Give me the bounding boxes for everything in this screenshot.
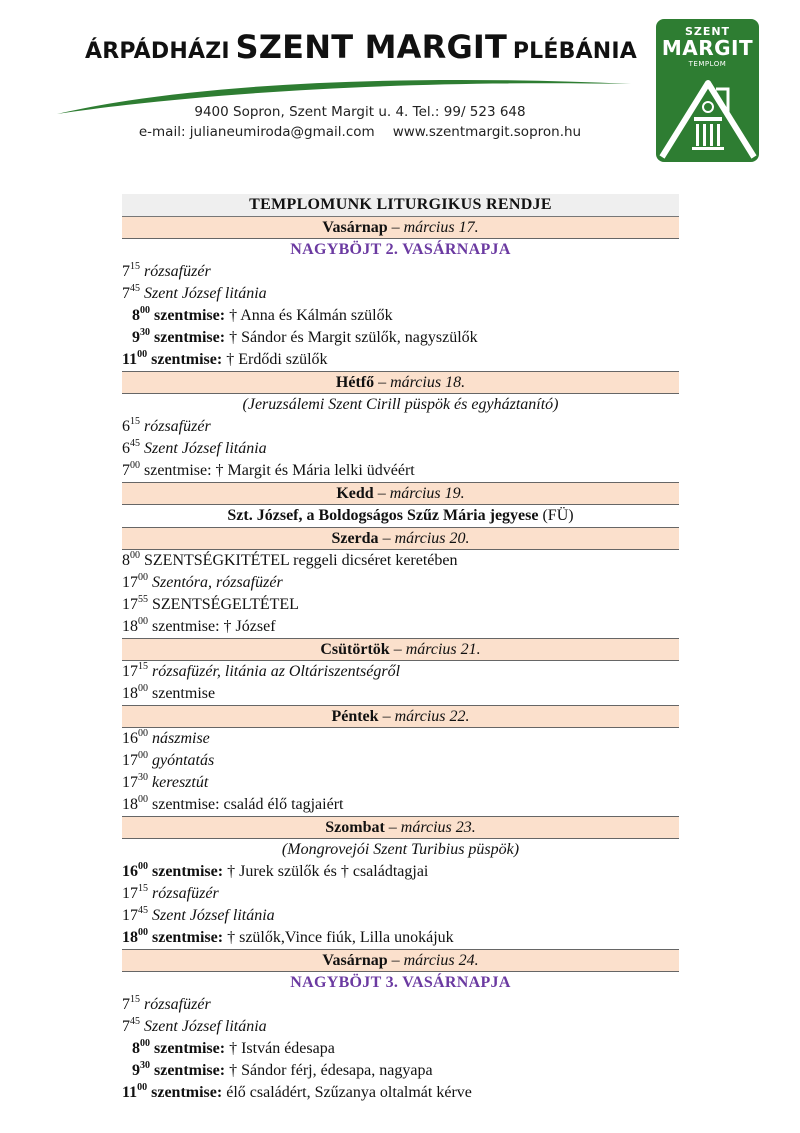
- title-suffix: PLÉBÁNIA: [512, 39, 638, 64]
- entry-label: szentmise:: [154, 1062, 226, 1079]
- entry-hour: 18: [122, 796, 138, 813]
- entry-text: † szülők,Vince fiúk, Lilla unokájuk: [227, 929, 454, 946]
- entry-time: [122, 615, 148, 635]
- entry-time: [122, 437, 140, 457]
- schedule-entry: [122, 728, 679, 750]
- schedule-entry: [122, 905, 679, 927]
- entry-text: nászmise: [152, 730, 210, 747]
- day-header: [122, 528, 679, 550]
- contact-line: [60, 124, 660, 140]
- entry-time: [122, 571, 148, 591]
- day-separator: –: [373, 485, 390, 502]
- day-date: március 21.: [405, 641, 481, 658]
- day-subtitle-text: NAGYBÖJT 2. VASÁRNAPJA: [290, 241, 511, 258]
- entry-hour: 11: [122, 1084, 138, 1101]
- entry-text: szentmise: [152, 685, 216, 702]
- entry-hour: 17: [122, 907, 138, 924]
- entry-minutes: 00: [138, 749, 148, 761]
- entry-label: szentmise:: [154, 307, 226, 324]
- day-name: Vasárnap: [322, 219, 388, 236]
- day-date: március 20.: [394, 530, 470, 547]
- day-name: Szombat: [325, 819, 385, 836]
- entry-time: [122, 749, 148, 769]
- entry-text: élő családért, Szűzanya oltalmát kérve: [226, 1084, 472, 1101]
- entry-time: [122, 549, 140, 569]
- entry-time: [122, 282, 140, 302]
- day-separator: –: [374, 374, 391, 391]
- entry-text: szentmise: † Margit és Mária lelki üdvéért: [144, 462, 415, 479]
- entry-text: szentmise: család élő tagjaiért: [152, 796, 344, 813]
- day-name: Péntek: [331, 708, 379, 725]
- schedule-entry: [122, 460, 679, 483]
- address-line: 9400 Sopron, Szent Margit u. 4. Tel.: 99/ 523 648: [194, 104, 526, 120]
- entry-text: rózsafüzér: [144, 263, 211, 280]
- entry-minutes: 00: [140, 304, 150, 316]
- entry-minutes: 00: [138, 682, 148, 694]
- logo-text-templom: TEMPLOM: [688, 60, 727, 68]
- entry-time: [132, 1037, 150, 1057]
- entry-hour: 7: [122, 1018, 130, 1035]
- day-subtitle: [122, 972, 679, 994]
- entry-time: [122, 348, 148, 368]
- entry-hour: 16: [122, 730, 138, 747]
- church-arch-icon: [656, 69, 759, 162]
- entry-text: gyóntatás: [152, 752, 215, 769]
- schedule-entry: [122, 616, 679, 639]
- entry-time: [122, 904, 148, 924]
- schedule-entry: [122, 794, 679, 817]
- entry-text: † Erdődi szülők: [226, 351, 328, 368]
- day-subtitle-text: Szt. József, a Boldogságos Szűz Mária jegyese: [227, 507, 539, 524]
- entry-label: szentmise:: [151, 351, 223, 368]
- day-subtitle: [122, 505, 679, 528]
- entry-minutes: 00: [138, 615, 148, 627]
- day-subtitle: [122, 839, 679, 861]
- entry-hour: 18: [122, 618, 138, 635]
- entry-minutes: 45: [130, 437, 140, 449]
- day-header: [122, 217, 679, 239]
- entry-minutes: 30: [138, 771, 148, 783]
- day-name: Szerda: [331, 530, 379, 547]
- website-text: www.szentmargit.sopron.hu: [392, 124, 582, 140]
- schedule-entry: [122, 349, 679, 372]
- entry-hour: 18: [122, 929, 138, 946]
- entry-minutes: 00: [137, 1081, 148, 1093]
- entry-label: szentmise:: [151, 1084, 223, 1101]
- day-subtitle-suffix: (FÜ): [542, 507, 574, 524]
- day-name: Vasárnap: [322, 952, 388, 969]
- entry-label: szentmise:: [154, 329, 226, 346]
- entry-time: [122, 660, 148, 680]
- entry-hour: 8: [132, 1040, 140, 1057]
- entry-minutes: 00: [130, 459, 140, 471]
- entry-hour: 9: [132, 329, 140, 346]
- entry-text: † Sándor és Margit szülők, nagyszülők: [229, 329, 478, 346]
- day-subtitle-text: NAGYBÖJT 3. VASÁRNAPJA: [290, 974, 511, 991]
- entry-minutes: 00: [138, 571, 148, 583]
- entry-text: rózsafüzér: [144, 996, 211, 1013]
- entry-text: Szent József litánia: [144, 285, 267, 302]
- entry-hour: 9: [132, 1062, 140, 1079]
- schedule-title: TEMPLOMUNK LITURGIKUS RENDJE: [122, 194, 679, 217]
- day-subtitle: [122, 239, 679, 261]
- entry-label: szentmise:: [152, 929, 224, 946]
- day-separator: –: [378, 708, 395, 725]
- entry-minutes: 00: [138, 727, 148, 739]
- entry-hour: 7: [122, 285, 130, 302]
- entry-minutes: 00: [140, 1037, 150, 1049]
- day-name: Csütörtök: [320, 641, 390, 658]
- entry-hour: 17: [122, 663, 138, 680]
- entry-time: [122, 260, 140, 280]
- entry-minutes: 15: [138, 882, 148, 894]
- entry-text: keresztút: [152, 774, 209, 791]
- entry-time: [122, 727, 148, 747]
- schedule-entry: [122, 861, 679, 883]
- entry-text: SZENTSÉGKITÉTEL reggeli dicséret keretében: [144, 552, 458, 569]
- schedule-entry: [122, 994, 679, 1016]
- entry-time: [122, 1081, 148, 1101]
- schedule-entry: [122, 772, 679, 794]
- entry-minutes: 45: [130, 282, 140, 294]
- entry-time: [122, 1015, 140, 1035]
- entry-hour: 16: [122, 863, 138, 880]
- schedule-entry: [122, 550, 679, 572]
- entry-time: [132, 326, 150, 346]
- day-subtitle-text: (Jeruzsálemi Szent Cirill püspök és egyháztanító): [242, 396, 559, 413]
- entry-hour: 7: [122, 996, 130, 1013]
- day-date: március 23.: [400, 819, 476, 836]
- schedule-entry: [122, 1016, 679, 1038]
- entry-minutes: 00: [138, 926, 148, 938]
- liturgical-schedule: [122, 194, 679, 1104]
- entry-hour: 11: [122, 351, 138, 368]
- title-prefix: ÁRPÁDHÁZI: [85, 39, 230, 64]
- letterhead: [0, 0, 800, 180]
- entry-time: [122, 682, 148, 702]
- day-separator: –: [389, 641, 406, 658]
- entry-text: Szent József litánia: [144, 1018, 267, 1035]
- entry-text: † Jurek szülők és † családtagjai: [227, 863, 429, 880]
- day-separator: –: [387, 219, 404, 236]
- entry-text: SZENTSÉGELTÉTEL: [152, 596, 299, 613]
- logo-text-szent: SZENT: [684, 25, 731, 38]
- entry-minutes: 15: [130, 415, 140, 427]
- schedule-entry: [122, 438, 679, 460]
- entry-minutes: 15: [130, 260, 140, 272]
- entry-time: [122, 415, 140, 435]
- entry-hour: 8: [132, 307, 140, 324]
- entry-hour: 18: [122, 685, 138, 702]
- entry-text: szentmise: † József: [152, 618, 276, 635]
- schedule-entry: [122, 1060, 679, 1082]
- day-separator: –: [378, 530, 395, 547]
- entry-text: Szentóra, rózsafüzér: [152, 574, 283, 591]
- entry-hour: 17: [122, 752, 138, 769]
- entry-time: [122, 459, 140, 479]
- entry-text: † István édesapa: [229, 1040, 335, 1057]
- entry-time: [122, 593, 148, 613]
- day-subtitle-text: (Mongrovejói Szent Turibius püspök): [281, 841, 520, 858]
- day-date: március 17.: [403, 219, 479, 236]
- entry-minutes: 15: [130, 993, 140, 1005]
- schedule-entry: [122, 1038, 679, 1060]
- entry-label: szentmise:: [154, 1040, 226, 1057]
- schedule-entry: [122, 594, 679, 616]
- day-date: március 24.: [403, 952, 479, 969]
- entry-label: szentmise:: [152, 863, 224, 880]
- entry-hour: 7: [122, 462, 130, 479]
- entry-minutes: 00: [130, 549, 140, 561]
- entry-hour: 8: [122, 552, 130, 569]
- schedule-entry: [122, 572, 679, 594]
- entry-minutes: 30: [140, 326, 150, 338]
- schedule-entry: [122, 683, 679, 706]
- entry-time: [122, 926, 148, 946]
- day-header: [122, 950, 679, 972]
- day-date: március 22.: [394, 708, 470, 725]
- entry-hour: 6: [122, 418, 130, 435]
- entry-text: † Sándor férj, édesapa, nagyapa: [229, 1062, 433, 1079]
- day-header: [122, 639, 679, 661]
- entry-minutes: 45: [138, 904, 148, 916]
- schedule-entry: [122, 283, 679, 305]
- entry-minutes: 45: [130, 1015, 140, 1027]
- entry-hour: 17: [122, 574, 138, 591]
- entry-text: rózsafüzér, litánia az Oltáriszentségről: [152, 663, 401, 680]
- entry-time: [122, 882, 148, 902]
- entry-minutes: 55: [138, 593, 148, 605]
- schedule-entry: [122, 1082, 679, 1104]
- day-separator: –: [384, 819, 401, 836]
- entry-hour: 17: [122, 596, 138, 613]
- schedule-entry: [122, 661, 679, 683]
- schedule-entry: [122, 416, 679, 438]
- entry-text: Szent József litánia: [152, 907, 275, 924]
- entry-time: [122, 793, 148, 813]
- entry-hour: 7: [122, 263, 130, 280]
- schedule-entry: [122, 750, 679, 772]
- day-separator: –: [387, 952, 404, 969]
- day-name: Kedd: [336, 485, 374, 502]
- entry-minutes: 00: [137, 348, 148, 360]
- day-subtitle: [122, 394, 679, 416]
- day-header: [122, 372, 679, 394]
- day-name: Hétfő: [335, 374, 375, 391]
- schedule-entry: [122, 261, 679, 283]
- entry-minutes: 15: [138, 660, 148, 672]
- day-header: [122, 483, 679, 505]
- entry-time: [132, 1059, 150, 1079]
- entry-minutes: 00: [138, 860, 148, 872]
- day-header: [122, 817, 679, 839]
- entry-text: † Anna és Kálmán szülők: [229, 307, 393, 324]
- entry-hour: 17: [122, 885, 138, 902]
- schedule-entry: [122, 883, 679, 905]
- schedule-entry: [122, 927, 679, 950]
- entry-time: [132, 304, 150, 324]
- schedule-entry: [122, 327, 679, 349]
- entry-text: Szent József litánia: [144, 440, 267, 457]
- day-date: március 18.: [390, 374, 466, 391]
- parish-title: [85, 28, 638, 66]
- day-date: március 19.: [389, 485, 465, 502]
- title-main: SZENT MARGIT: [235, 28, 508, 66]
- entry-text: rózsafüzér: [144, 418, 211, 435]
- entry-minutes: 30: [140, 1059, 150, 1071]
- entry-text: rózsafüzér: [152, 885, 219, 902]
- entry-time: [122, 860, 148, 880]
- email-text: e-mail: julianeumiroda@gmail.com: [138, 124, 375, 140]
- day-header: [122, 706, 679, 728]
- entry-minutes: 00: [138, 793, 148, 805]
- entry-time: [122, 993, 140, 1013]
- entry-hour: 17: [122, 774, 138, 791]
- logo-text-margit: MARGIT: [661, 36, 754, 60]
- entry-time: [122, 771, 148, 791]
- entry-hour: 6: [122, 440, 130, 457]
- schedule-entry: [122, 305, 679, 327]
- parish-logo: [656, 19, 759, 162]
